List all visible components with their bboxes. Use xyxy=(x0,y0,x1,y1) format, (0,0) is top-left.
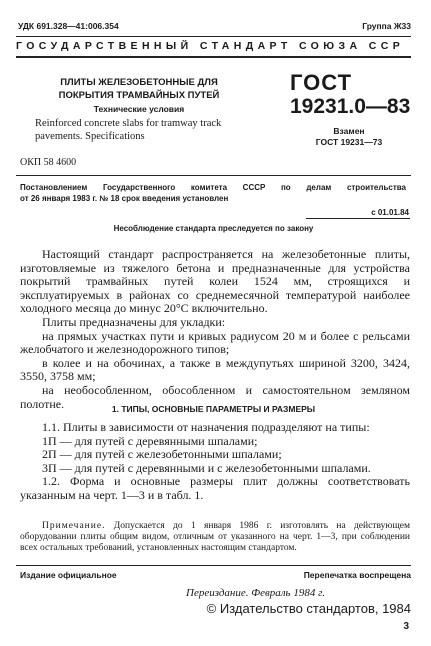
intro-paragraph-3: на прямых участках пути и кривых радиусом 20 м и более с рельсами желобчатого и железнодорожного типов; xyxy=(20,328,410,357)
copyright: © Издательство стандартов, 1984 xyxy=(206,601,411,616)
reprint-prohibited: Перепечатка воспрещена xyxy=(303,570,411,580)
intro-paragraph-4: в колее и на обочинах, а также в междупутьях шириной 3200, 3424, 3550, 3758 мм; xyxy=(20,355,410,384)
decree-line-1: Постановлением Государственного комитета СССР по делам строительства xyxy=(20,183,406,192)
clause-1-1: 1.1. Плиты в зависимости от назначения подразделяют на типы: xyxy=(42,420,370,434)
technical-conditions: Технические условия xyxy=(93,104,185,114)
effective-date: с 01.01.84 xyxy=(371,208,409,217)
note-label: Примечание. xyxy=(42,521,106,531)
decree-block xyxy=(20,182,406,204)
udk-code: УДК 691.328—41:006.354 xyxy=(18,21,119,31)
intro-paragraph-1: Настоящий стандарт распространяется на железобетонные плиты, изготовляемые из тяжелого бетона и предназначенные для устройства покрытий трамвайных путей колеи 1524 мм, строящихся и эксплуатируемых в районах со среднемесячной температурой наиболее холодного месяца до минус 20°С включительно. xyxy=(20,247,410,316)
prosecution-notice: Несоблюдение стандарта преследуется по закону xyxy=(113,224,314,233)
page-number: 3 xyxy=(403,621,409,632)
decree-line-2: от 26 января 1983 г. № 18 срок введения установлен xyxy=(20,194,229,203)
intro-paragraph-5: на необособленном, обособленном и самостоятельном земляном полотне. xyxy=(20,382,410,411)
intro-paragraph-2: Плиты предназначены для укладки: xyxy=(42,314,226,329)
group-code: Группа Ж33 xyxy=(362,21,411,31)
type-2p: 2П — для путей с железобетонными шпалами; xyxy=(42,447,282,462)
type-1p: 1П — для путей с деревянными шпалами; xyxy=(42,433,258,448)
type-3p: 3П — для путей с деревянными и с железобетонными шпалами. xyxy=(42,460,371,475)
reissue-note: Переиздание. Февраль 1984 г. xyxy=(186,587,325,599)
section-1-text xyxy=(20,421,410,503)
replaces-block xyxy=(290,126,408,148)
note-block xyxy=(20,521,410,554)
footer-rule xyxy=(16,565,411,566)
okp-code: ОКП 58 4600 xyxy=(20,157,77,168)
standard-band: ГОСУДАРСТВЕННЫЙ СТАНДАРТ СОЮЗА ССР xyxy=(16,40,405,52)
replaces-standard: ГОСТ 19231—73 xyxy=(315,137,383,147)
title-line-2: ПОКРЫТИЯ ТРАМВАЙНЫХ ПУТЕЙ xyxy=(58,90,220,101)
clause-1-2: 1.2. Форма и основные размеры плит должны соответствовать указанным на черт. 1—3 и в табл. 1. xyxy=(20,474,410,502)
english-title-line-1: Reinforced concrete slabs for tramway track xyxy=(35,118,222,129)
intro-text xyxy=(20,248,410,411)
decree-rule xyxy=(16,175,411,176)
replaces-label: Взамен xyxy=(333,126,365,136)
title-line-1: ПЛИТЫ ЖЕЛЕЗОБЕТОННЫЕ ДЛЯ xyxy=(60,77,218,88)
date-underline xyxy=(306,218,410,219)
header-rule-bottom xyxy=(16,56,411,58)
gost-label: ГОСТ xyxy=(290,70,353,95)
section-1-heading: 1. ТИПЫ, ОСНОВНЫЕ ПАРАМЕТРЫ И РАЗМЕРЫ xyxy=(111,404,316,414)
title-block xyxy=(36,76,242,102)
note-text: Допускается до 1 января 1986 г. изготовлять на действующем оборудовании плиты общим видом, отличным от указанного на черт. 1—3, при соблюдении всех остальных требований, установленных настоящим стандартом. xyxy=(20,521,410,553)
english-title xyxy=(35,118,221,143)
gost-number: 19231.0—83 xyxy=(290,95,411,118)
english-title-line-2: pavements. Specifications xyxy=(35,130,145,142)
header-rule-top xyxy=(16,36,411,37)
official-edition: Издание официальное xyxy=(20,570,117,580)
